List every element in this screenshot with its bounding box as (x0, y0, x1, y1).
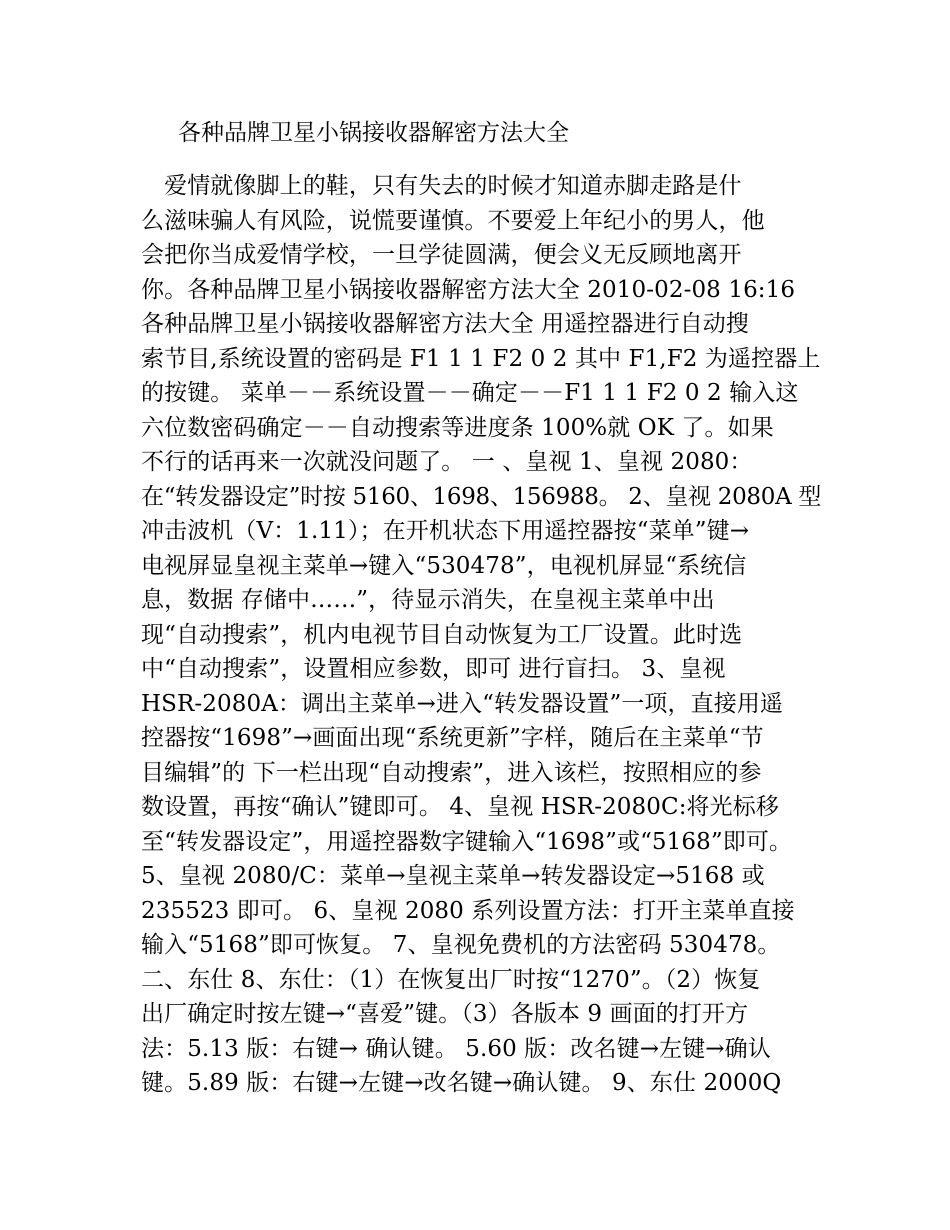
text-line: HSR-2080A：调出主菜单→进入“转发器设置”一项，直接用遥 (141, 690, 784, 717)
text-line: 二、东仕 8、东仕：（1）在恢复出厂时按“1270”。（2）恢复 (141, 966, 761, 993)
text-line: 输入“5168”即可恢复。 7、皇视免费机的方法密码 530478。 (141, 932, 781, 958)
document-body (141, 169, 821, 1101)
text-line: 么滋味骗人有风险，说慌要谨慎。不要爱上年纪小的男人，他 (141, 207, 765, 234)
text-line: 六位数密码确定－－自动搜索等进度条 100%就 OK 了。如果 (141, 414, 774, 441)
text-line: 目编辑”的 下一栏出现“自动搜索”，进入该栏，按照相应的参 (141, 759, 762, 786)
text-line: 各种品牌卫星小锅接收器解密方法大全 用遥控器进行自动搜 (141, 311, 750, 337)
text-line: 索节目,系统设置的密码是 F1 1 1 F2 0 2 其中 F1,F2 为遥控器上 (141, 345, 821, 372)
text-line: 在“转发器设定”时按 5160、1698、156988。 2、皇视 2080A 型 (141, 483, 822, 510)
text-line: 电视屏显皇视主菜单→键入“530478”，电视机屏显“系统信 (141, 552, 747, 579)
text-line: 中“自动搜索”，设置相应参数，即可 进行盲扫。 3、皇视 (141, 656, 726, 682)
text-line: 你。各种品牌卫星小锅接收器解密方法大全 2010-02-08 16:16 (141, 276, 796, 303)
text-line: 会把你当成爱情学校，一旦学徒圆满，便会义无反顾地离开 (141, 242, 742, 268)
text-line: 235523 即可。 6、皇视 2080 系列设置方法：打开主菜单直接 (141, 897, 795, 924)
text-line: 现“自动搜索”，机内电视节目自动恢复为工厂设置。此时选 (141, 621, 743, 648)
text-line: 控器按“1698”→画面出现“系统更新”字样，随后在主菜单“节 (141, 725, 764, 751)
text-line: 至“转发器设定”，用遥控器数字键输入“1698”或“5168”即可。 (141, 828, 793, 855)
text-line: 冲击波机（V：1.11）；在开机状态下用遥控器按“菜单”键→ (141, 518, 750, 544)
text-line: 的按键。 菜单－－系统设置－－确定－－F1 1 1 F2 0 2 输入这 (141, 380, 799, 406)
text-line: 息，数据 存储中……”，待显示消失，在皇视主菜单中出 (141, 587, 715, 613)
text-line: 键。5.89 版：右键→左键→改名键→确认键。 9、东仕 2000Q (141, 1070, 782, 1096)
text-line: 不行的话再来一次就没问题了。 一 、皇视 1、皇视 2080： (141, 449, 753, 475)
document-title: 各种品牌卫星小锅接收器解密方法大全 (178, 120, 569, 146)
text-line: 法：5.13 版：右键→ 确认键。 5.60 版：改名键→左键→确认 (141, 1035, 771, 1062)
text-line: 5、皇视 2080/C：菜单→皇视主菜单→转发器设定→5168 或 (141, 863, 765, 889)
text-line: 数设置，再按“确认”键即可。 4、皇视 HSR-2080C:将光标移 (141, 794, 779, 820)
text-line: 爱情就像脚上的鞋，只有失去的时候才知道赤脚走路是什 (141, 173, 742, 199)
text-line: 出厂确定时按左键→“喜爱”键。（3）各版本 9 画面的打开方 (141, 1001, 749, 1027)
